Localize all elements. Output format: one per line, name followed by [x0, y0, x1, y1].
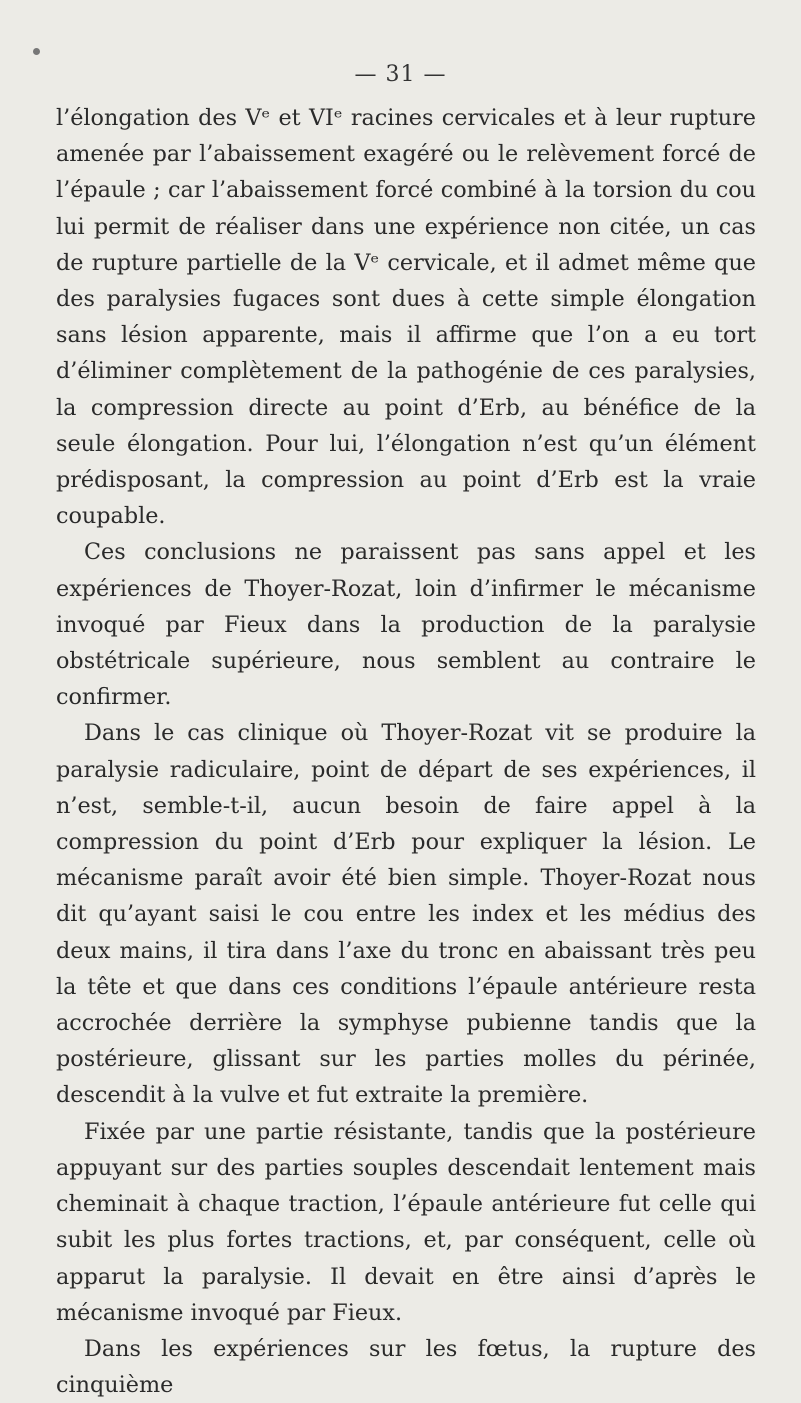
page-number: — 31 — — [354, 62, 447, 87]
ink-speck — [33, 48, 40, 55]
body-text — [56, 100, 756, 1403]
paragraph-1: l’élongation des Vᵉ et VIᵉ racines cervicales et à leur rupture amenée par l’abaissement exagéré ou le relèvement forcé de l’épaule ; car l’abaissement forcé combiné à la torsion du cou lui permit de réaliser dans une expérience non citée, un cas de rupture partielle de la Vᵉ cervicale, et il admet même que des paralysies fugaces sont dues à cette simple élongation sans lésion apparente, mais il affirme que l’on a eu tort d’éliminer complètement de la pathogénie de ces paralysies, la compression directe au point d’Erb, au bénéfice de la seule élongation. Pour lui, l’élongation n’est qu’un élément prédisposant, la compression au point d’Erb est la vraie coupable. — [56, 105, 756, 530]
paragraph-4: Fixée par une partie résistante, tandis que la postérieure appuyant sur des parties souples descendait lentement mais cheminait à chaque traction, l’épaule antérieure fut celle qui subit les plus fortes tractions, et, par conséquent, celle où apparut la paralysie. Il devait en être ainsi d’après le mécanisme invoqué par Fieux. — [56, 1118, 756, 1326]
paragraph-2: Ces conclusions ne paraissent pas sans appel et les expériences de Thoyer-Rozat, loin d’infirmer le mécanisme invoqué par Fieux dans la production de la paralysie obstétricale supérieure, nous semblent au contraire le confirmer. — [56, 539, 756, 711]
paragraph-3: Dans le cas clinique où Thoyer-Rozat vit se produire la paralysie radiculaire, point de départ de ses expériences, il n’est, semble-t-il, aucun besoin de faire appel à la compression du point d’Erb pour expliquer la lésion. Le mécanisme paraît avoir été bien simple. Thoyer-Rozat nous dit qu’ayant saisi le cou entre les index et les médius des deux mains, il tira dans l’axe du tronc en abaissant très peu la tête et que dans ces conditions l’épaule antérieure resta accrochée derrière la symphyse pubienne tandis que la postérieure, glissant sur les parties molles du périnée, descendit à la vulve et fut extraite la première. — [56, 720, 756, 1109]
paragraph-5: Dans les expériences sur les fœtus, la rupture des cinquième — [56, 1335, 756, 1399]
